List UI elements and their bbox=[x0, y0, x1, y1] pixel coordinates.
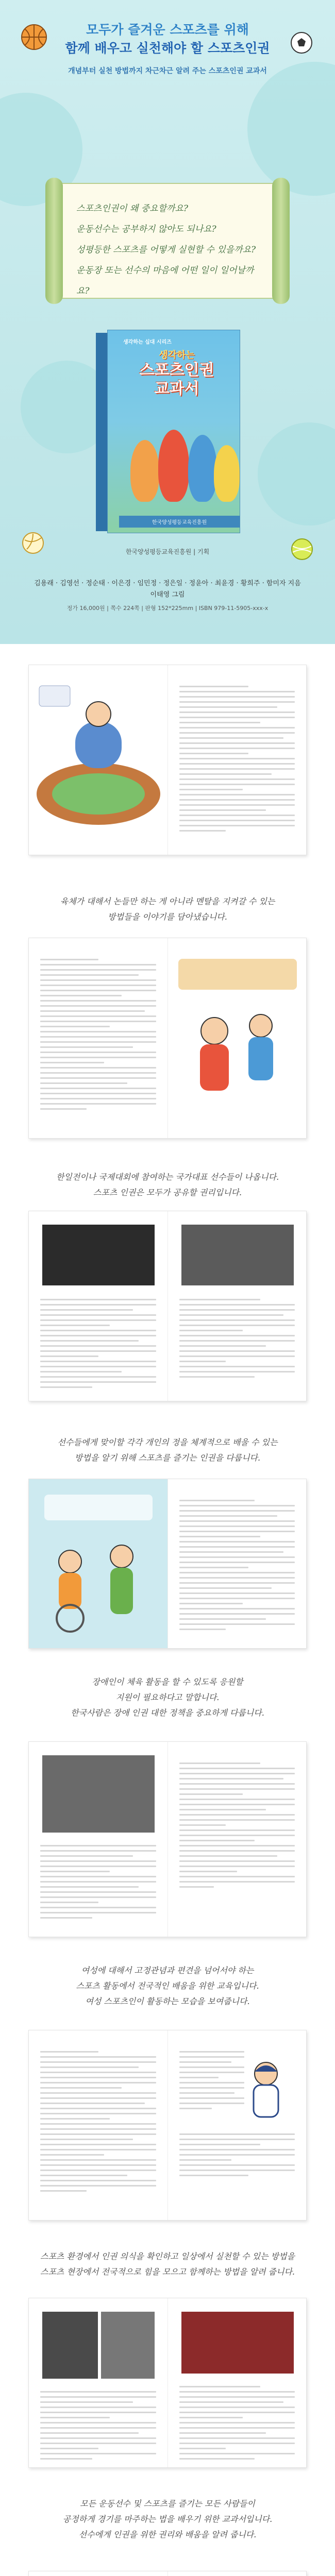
spread-page-right bbox=[167, 1742, 306, 1937]
book-cover-image bbox=[96, 330, 240, 533]
question-item: 운동선수는 공부하지 않아도 되나요? bbox=[76, 224, 216, 234]
spread-page-right bbox=[167, 1211, 306, 1401]
caption-line: 방법을 알기 위해 스포츠를 즐기는 인권을 다룹니다. bbox=[74, 1453, 261, 1463]
spread-page-left bbox=[29, 938, 167, 1138]
photo-bw bbox=[42, 1755, 155, 1833]
spread-page-left bbox=[29, 2298, 167, 2467]
text-block bbox=[40, 1299, 156, 1392]
book-title bbox=[123, 350, 230, 398]
baseball-player-illustration bbox=[235, 2056, 297, 2123]
caption-line: 스포츠 현장에서 전국적으로 힘을 모으고 함께하는 방법을 알려 줍니다. bbox=[40, 2267, 295, 2277]
photo-1 bbox=[42, 2312, 98, 2379]
book-title-sub: 교과서 bbox=[154, 379, 199, 398]
caption-line: 스포츠 환경에서 인권 의식을 확인하고 일상에서 실천할 수 있는 방법을 bbox=[40, 2251, 295, 2261]
caption-5 bbox=[0, 1963, 335, 2009]
caption-line: 공정하게 경기를 마주하는 법을 배우기 위한 교과서입니다. bbox=[62, 2514, 273, 2524]
spread-3 bbox=[28, 1211, 307, 1401]
photo-stadium bbox=[181, 1225, 294, 1285]
caption-line: 한일전이나 국제대회에 참여하는 국가대표 선수들이 나옵니다. bbox=[56, 1172, 279, 1182]
spread-6 bbox=[28, 2030, 307, 2221]
caption-line: 여성에 대해서 고정관념과 편견을 넘어서야 하는 bbox=[81, 1965, 254, 1975]
publisher-line: 한국양성평등교육진흥원 | 기획 bbox=[125, 548, 210, 555]
stadium-illustration bbox=[29, 665, 168, 855]
caption-line: 스포츠 인권은 모두가 공유할 권리입니다. bbox=[93, 1188, 242, 1197]
text-block bbox=[179, 1762, 295, 1891]
caption-line: 한국사람은 장애 인권 대한 정책을 중요하게 다룹니다. bbox=[71, 1708, 264, 1718]
spread-page-left bbox=[29, 1211, 167, 1401]
text-block bbox=[179, 1500, 295, 1634]
caption-1 bbox=[0, 894, 335, 925]
text-block bbox=[179, 2133, 295, 2180]
book-cover bbox=[107, 330, 240, 533]
caption-line: 선수에게 인권을 위한 권리와 배움을 알려 줍니다. bbox=[78, 2530, 257, 2539]
caption-line: 방법들을 이야기를 담아냈습니다. bbox=[108, 912, 227, 922]
spread-4 bbox=[28, 1479, 307, 1649]
caption-3 bbox=[0, 1435, 335, 1466]
text-block bbox=[40, 2391, 156, 2463]
caption-6 bbox=[0, 2249, 335, 2280]
spread-page-right bbox=[167, 2030, 306, 2220]
spread-page-left bbox=[29, 665, 167, 855]
hero-title bbox=[0, 21, 335, 58]
hero-header bbox=[0, 21, 335, 76]
question-item: 운동장 또는 선수의 마음에 어떤 일이 일어날까요? bbox=[76, 265, 254, 296]
book-illustration bbox=[126, 419, 230, 512]
spread-2 bbox=[28, 938, 307, 1139]
scroll-roll-left bbox=[45, 178, 63, 304]
caption-line: 모든 운동선수 및 스포츠를 즐기는 모든 사람들이 bbox=[80, 2499, 255, 2509]
question-item: 스포츠인권이 왜 중요할까요? bbox=[76, 204, 188, 214]
hero-subtitle: 개념부터 실천 방법까지 차근차근 알려 주는 스포츠인권 교과서 bbox=[68, 66, 267, 75]
spread-5 bbox=[28, 1741, 307, 1937]
text-block bbox=[179, 686, 295, 835]
caption-line: 육체가 대해서 논들만 하는 게 아니라 멘탈을 지켜갈 수 있는 bbox=[60, 896, 275, 906]
illustrator: 이태영 그림 bbox=[150, 591, 185, 599]
text-block bbox=[40, 1845, 156, 1922]
spread-8 bbox=[28, 2571, 307, 2576]
book-series: 생각하는 십대 시리즈 bbox=[123, 340, 172, 345]
caption-7 bbox=[0, 2496, 335, 2543]
hero-title-line1: 모두가 즐겨운 스포츠를 위해 bbox=[86, 22, 249, 37]
book-meta: 정가 16,000원 | 쪽수 224쪽 | 판형 152*225mm | ISBN 979-11-5905-xxx-x bbox=[66, 605, 269, 612]
question-list bbox=[76, 198, 264, 301]
spread-page-left bbox=[29, 2030, 167, 2220]
scroll-roll-right bbox=[272, 178, 290, 304]
question-scroll bbox=[45, 178, 290, 304]
spread-page-right bbox=[167, 665, 306, 855]
text-block bbox=[179, 2386, 295, 2463]
question-item: 성평등한 스포츠를 어떻게 실현할 수 있을까요? bbox=[76, 245, 256, 255]
book-title-main: 스포츠인권 bbox=[139, 361, 214, 379]
caption-line: 여성 스포츠인이 활동하는 모습을 보여줍니다. bbox=[85, 1996, 250, 2006]
caption-line: 지원이 필요하다고 말합니다. bbox=[115, 1692, 220, 1702]
spread-page-right bbox=[167, 1479, 306, 1648]
wheelchair-sports-illustration bbox=[29, 1479, 168, 1649]
spread-7 bbox=[28, 2298, 307, 2468]
book-publisher-band: 한국양성평등교육진흥원 bbox=[119, 516, 240, 528]
photo-2 bbox=[101, 2312, 155, 2379]
spread-page-left bbox=[29, 1742, 167, 1937]
text-block bbox=[40, 2051, 156, 2195]
spread-page-right bbox=[167, 938, 306, 1138]
spread-1 bbox=[28, 665, 307, 855]
book-title-small: 생각하는 bbox=[159, 350, 195, 361]
caption-2 bbox=[0, 1170, 335, 1200]
hero-title-line2: 함께 배우고 실천해야 할 스포츠인권 bbox=[65, 41, 270, 56]
spread-page-right bbox=[167, 2571, 306, 2576]
caption-line: 장애인이 체육 활동을 할 수 있도록 응원할 bbox=[92, 1677, 243, 1687]
gymnast-illustration bbox=[168, 938, 307, 1139]
track-illustration bbox=[29, 2571, 168, 2576]
caption-line: 선수들에게 맞이할 각각 개인의 정을 체계적으로 배울 수 있는 bbox=[57, 1437, 278, 1447]
caption-4 bbox=[0, 1674, 335, 1721]
text-block bbox=[179, 1299, 295, 1381]
photo-team bbox=[181, 2312, 294, 2374]
caption-line: 스포츠 활동에서 전국적인 배움을 위한 교육입니다. bbox=[76, 1981, 259, 1991]
spread-page-right bbox=[167, 2298, 306, 2467]
photo-dark bbox=[42, 1225, 155, 1285]
text-block bbox=[40, 959, 156, 1113]
spread-page-left bbox=[29, 2571, 167, 2576]
author-list: 김용래 · 김영선 · 정순태 · 이은경 · 임민정 · 정은일 · 정윤아 · 최윤경 · 황희주 · 함미자 지음 bbox=[34, 580, 301, 587]
spread-page-left bbox=[29, 1479, 167, 1648]
authors bbox=[0, 578, 335, 601]
